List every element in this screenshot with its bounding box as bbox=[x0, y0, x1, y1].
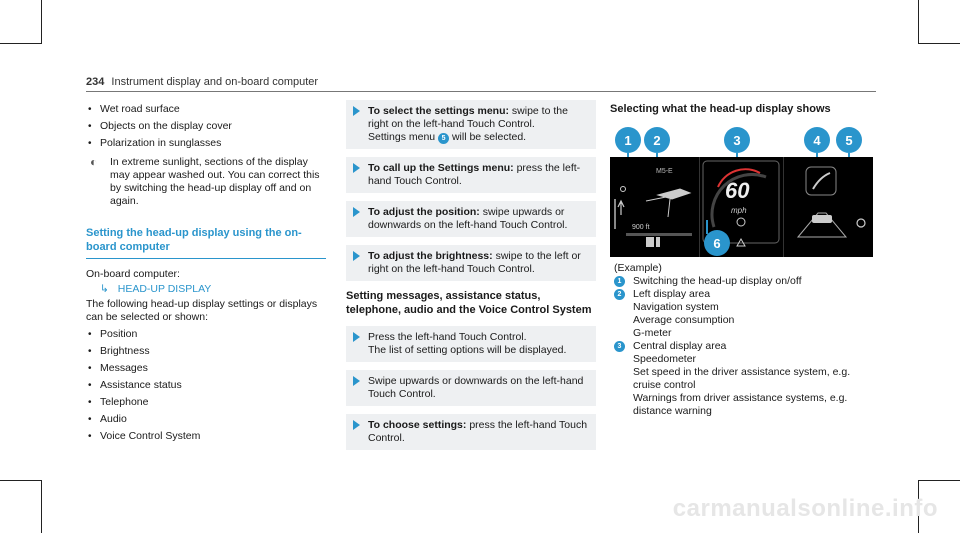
instruction-step bbox=[346, 370, 596, 406]
page-number: 234 bbox=[86, 76, 105, 88]
subheading: Setting messages, assistance status, telephone, audio and the Voice Control System bbox=[346, 290, 592, 316]
legend-text: Average consumption bbox=[633, 314, 735, 326]
step-text: press the left-hand Touch Control. bbox=[368, 162, 581, 187]
section-title: Setting the head-up display using the on-board computer bbox=[86, 227, 302, 253]
header-rule bbox=[86, 91, 876, 92]
legend-item bbox=[614, 275, 874, 288]
figure-legend bbox=[614, 262, 874, 418]
step-text: press the left-hand Touch Control. bbox=[368, 419, 588, 444]
bullet-item: • Objects on the display cover bbox=[86, 120, 326, 133]
path-arrow-icon: ↳ bbox=[100, 283, 109, 295]
legend-badge: 2 bbox=[614, 289, 625, 300]
step-arrow-icon bbox=[353, 207, 360, 217]
crop-mark bbox=[918, 43, 960, 44]
step-result: Settings menu bbox=[368, 131, 436, 143]
instruction-step bbox=[346, 100, 596, 149]
step-label: To adjust the brightness: bbox=[368, 250, 493, 262]
figure-caption: (Example) bbox=[614, 262, 662, 274]
option-item: • Voice Control System bbox=[86, 430, 326, 443]
callout-badge: 5 bbox=[438, 133, 449, 144]
crop-mark bbox=[918, 0, 919, 44]
step-arrow-icon bbox=[353, 163, 360, 173]
callout-1: 1 bbox=[615, 127, 641, 153]
figure-heading: Selecting what the head-up display shows bbox=[610, 103, 831, 115]
option-item: • Brightness bbox=[86, 345, 326, 358]
step-text: Swipe upwards or downwards on the left-hand Touch Control. bbox=[368, 375, 584, 400]
legend-text: Navigation system bbox=[633, 301, 719, 313]
right-display-area bbox=[798, 167, 865, 237]
left-display-area bbox=[614, 187, 692, 248]
legend-text: Switching the head-up display on/off bbox=[633, 275, 802, 287]
step-label: To call up the Settings menu: bbox=[368, 162, 514, 174]
left-area-label: M5-E bbox=[656, 168, 673, 175]
step-result: will be selected. bbox=[449, 131, 527, 143]
step-arrow-icon bbox=[353, 251, 360, 261]
step-label: To choose settings: bbox=[368, 419, 467, 431]
option-item: • Audio bbox=[86, 413, 326, 426]
callout-line bbox=[706, 220, 708, 234]
step-label: To select the settings menu: bbox=[368, 105, 509, 117]
crop-mark bbox=[918, 480, 960, 481]
option-item: • Position bbox=[86, 328, 326, 341]
speed-unit: mph bbox=[731, 206, 747, 215]
options-intro: The following head-up display settings or displays can be selected or shown: bbox=[86, 298, 318, 323]
step-arrow-icon bbox=[353, 420, 360, 430]
step-arrow-icon bbox=[353, 106, 360, 116]
path-intro: On-board computer: bbox=[86, 268, 180, 280]
note-icon: ◐ bbox=[90, 155, 98, 169]
legend-text: G-meter bbox=[633, 327, 672, 339]
instruction-step bbox=[346, 414, 596, 450]
legend-text: Left display area bbox=[633, 288, 711, 300]
callout-2: 2 bbox=[644, 127, 670, 153]
step-text: Press the left-hand Touch Control. bbox=[368, 331, 527, 343]
legend-text: Central display area bbox=[633, 340, 727, 352]
option-item: • Assistance status bbox=[86, 379, 326, 392]
callout-5: 5 bbox=[836, 127, 862, 153]
option-item: • Messages bbox=[86, 362, 326, 375]
callout-4: 4 bbox=[804, 127, 830, 153]
callout-6: 6 bbox=[704, 230, 730, 256]
hud-illustration bbox=[610, 157, 873, 257]
section-rule bbox=[86, 258, 326, 259]
watermark: carmanualsonline.info bbox=[672, 495, 938, 522]
note-text: In extreme sunlight, sections of the display may appear washed out. You can correct this by switching the head-up display off and on again. bbox=[110, 156, 320, 207]
bullet-item: • Polarization in sunglasses bbox=[86, 137, 326, 150]
crop-mark bbox=[0, 480, 41, 481]
step-label: To adjust the position: bbox=[368, 206, 480, 218]
legend-item bbox=[614, 288, 874, 301]
menu-path-item: HEAD-UP DISPLAY bbox=[117, 283, 212, 295]
legend-text: Set speed in the driver assistance system, e.g. cruise control bbox=[633, 366, 851, 391]
step-arrow-icon bbox=[353, 332, 360, 342]
legend-badge: 3 bbox=[614, 341, 625, 352]
step-text: swipe to the left or right on the left-hand Touch Control. bbox=[368, 250, 581, 275]
left-distance: 900 ft bbox=[632, 224, 650, 231]
step-result: The list of setting options will be displayed. bbox=[368, 344, 567, 356]
legend-text: Speedometer bbox=[633, 353, 697, 365]
instruction-step bbox=[346, 201, 596, 237]
instruction-step bbox=[346, 157, 596, 193]
menu-path bbox=[86, 283, 326, 296]
crop-mark bbox=[41, 480, 42, 533]
step-text: swipe upwards or downwards on the left-hand Touch Control. bbox=[368, 206, 568, 231]
left-column bbox=[86, 103, 326, 447]
speed-value: 60 bbox=[725, 178, 750, 203]
crop-mark bbox=[41, 0, 42, 44]
note-block bbox=[86, 156, 326, 208]
legend-item bbox=[614, 340, 874, 353]
instruction-step bbox=[346, 326, 596, 362]
legend-badge: 1 bbox=[614, 276, 625, 287]
option-item: • Telephone bbox=[86, 396, 326, 409]
callout-3: 3 bbox=[724, 127, 750, 153]
middle-column bbox=[346, 100, 596, 458]
legend-text: Warnings from driver assistance systems, e.g. distance warning bbox=[633, 392, 848, 417]
page-header bbox=[86, 76, 318, 89]
step-arrow-icon bbox=[353, 376, 360, 386]
step-text: swipe to the right on the left-hand Touch Control. bbox=[368, 105, 568, 130]
header-title: Instrument display and on-board computer bbox=[111, 76, 319, 88]
instruction-step bbox=[346, 245, 596, 281]
bullet-item: • Wet road surface bbox=[86, 103, 326, 116]
crop-mark bbox=[0, 43, 41, 44]
